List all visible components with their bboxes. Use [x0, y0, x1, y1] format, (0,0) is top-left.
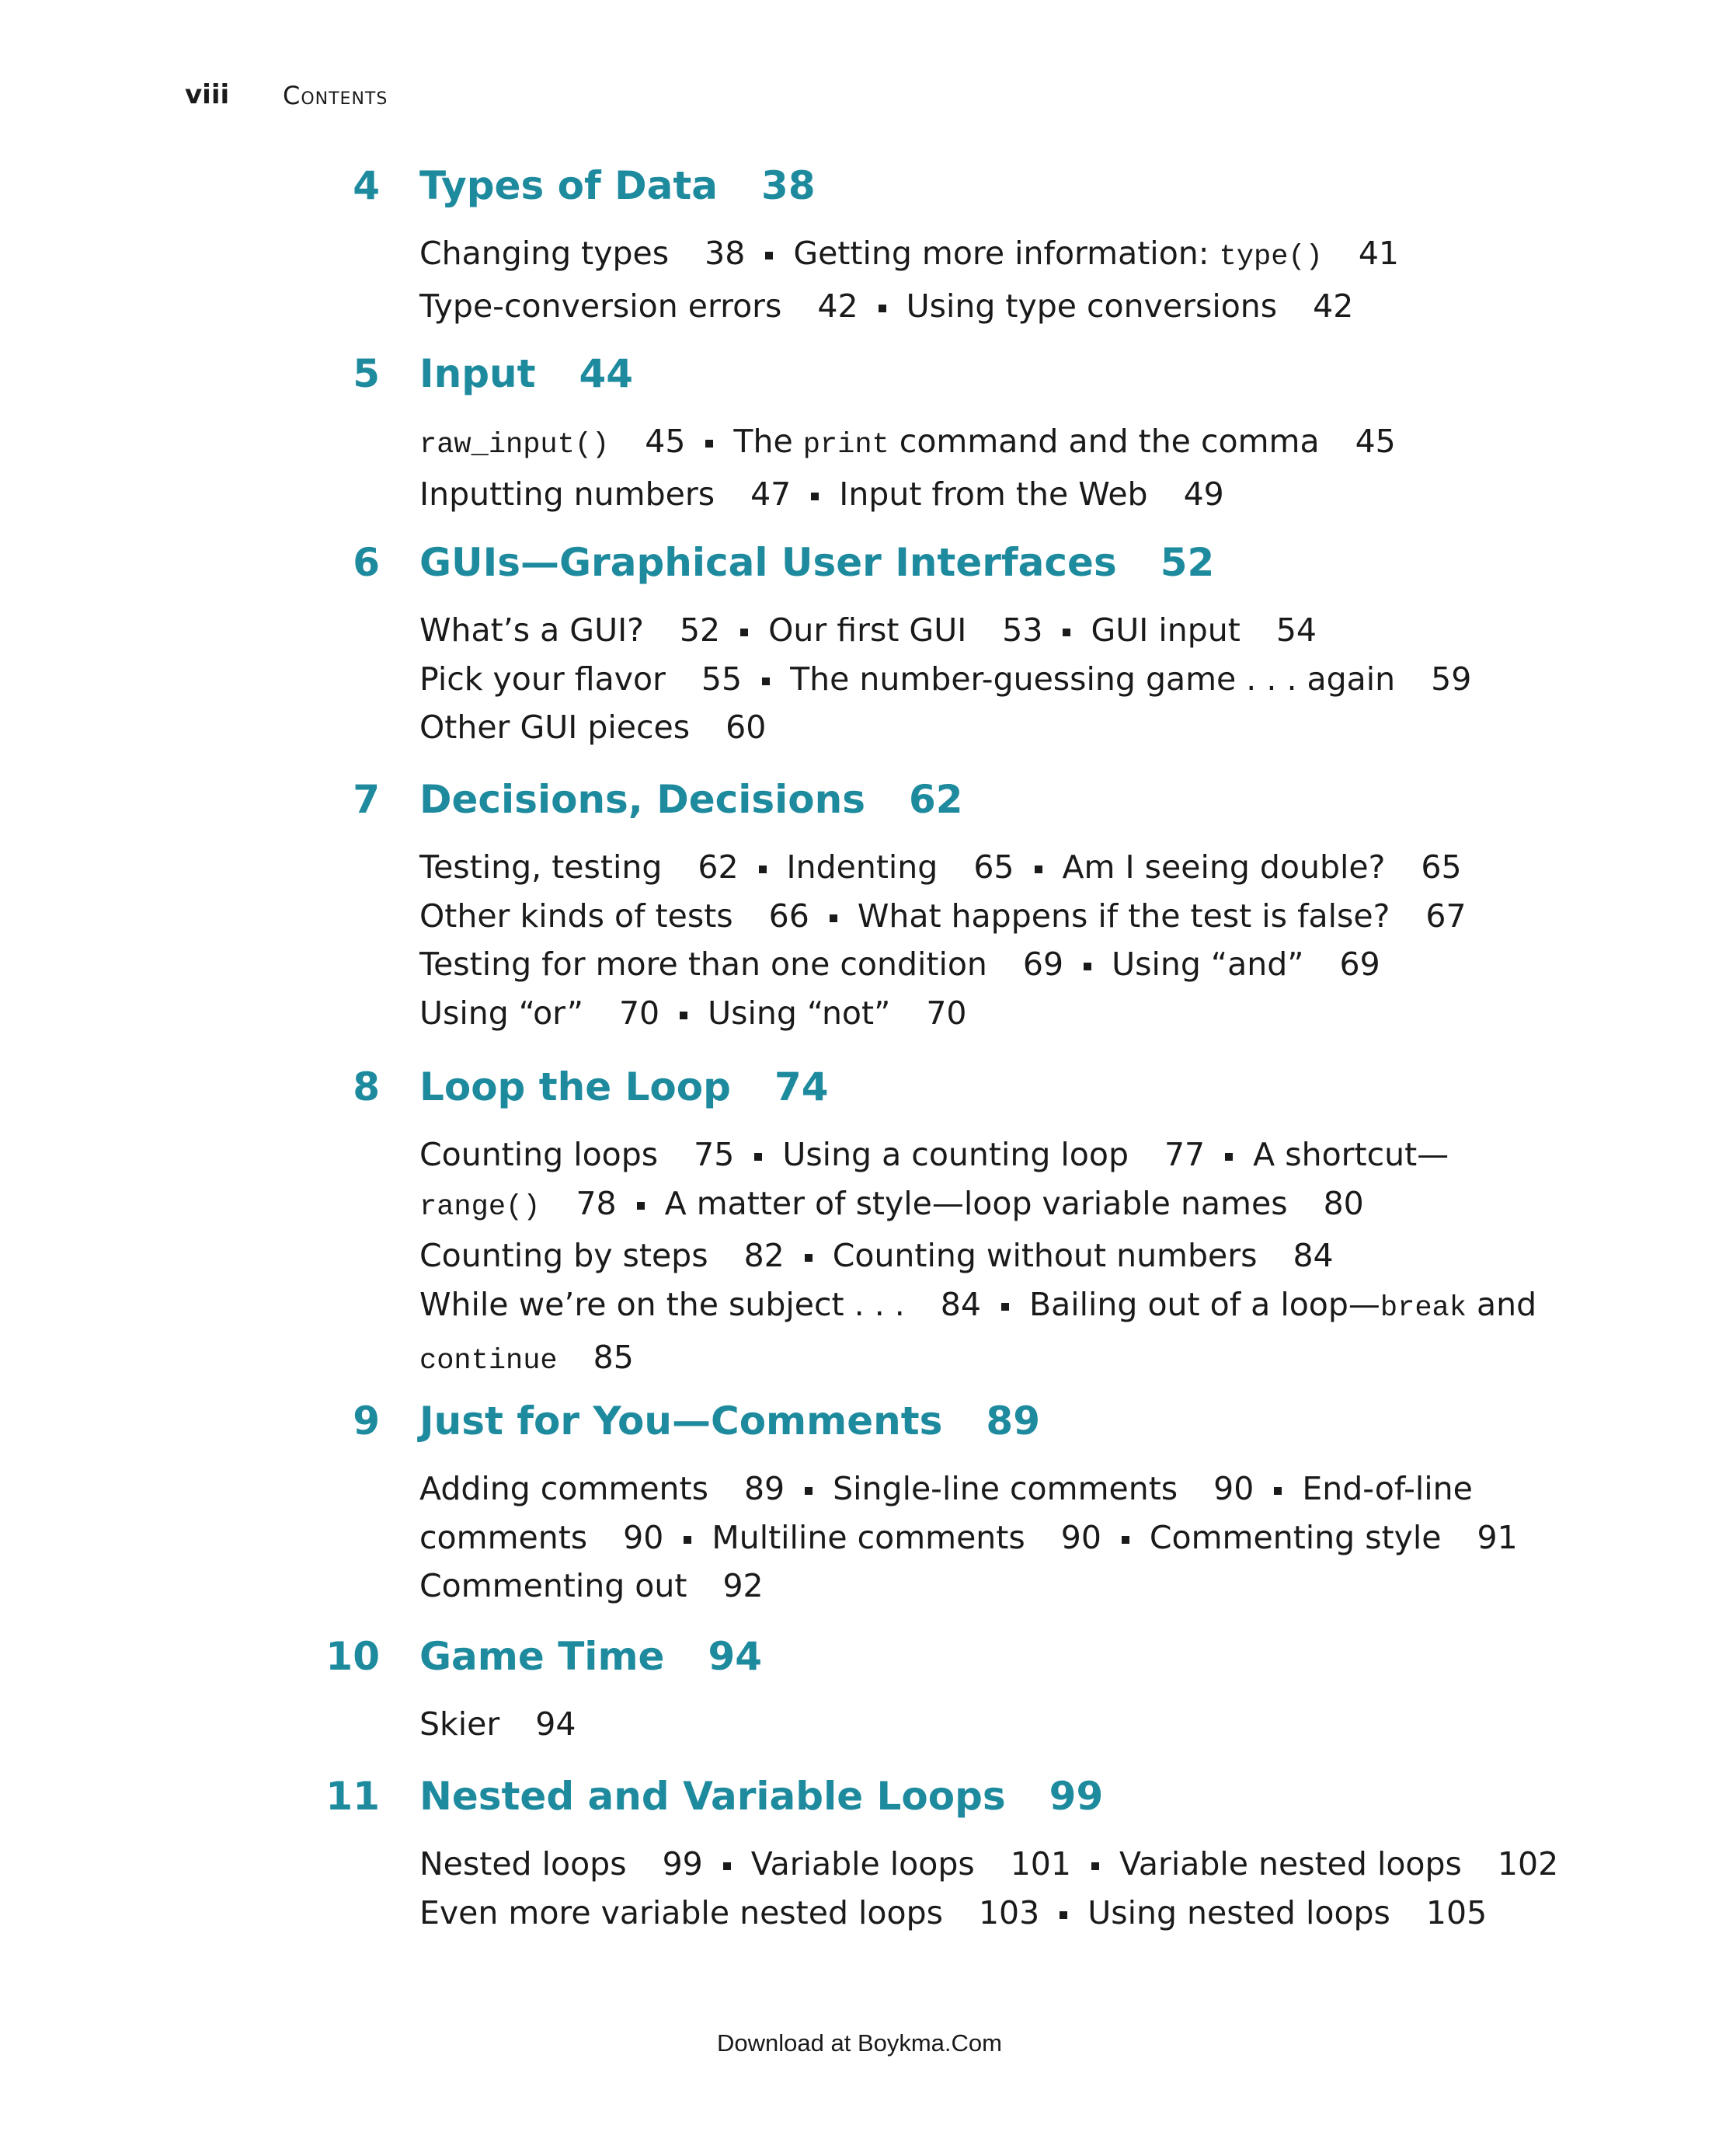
bullet-separator [1274, 1487, 1282, 1495]
section-title: Testing for more than one condition [419, 946, 987, 984]
section-title: The number-guessing game . . . again [790, 660, 1396, 698]
section-line [419, 606, 1471, 655]
bullet-separator [759, 866, 767, 873]
section-line [419, 1333, 1536, 1386]
section-line [419, 703, 1471, 752]
section-title: Commenting out [419, 1567, 687, 1605]
chapter-title-line [419, 1398, 1040, 1444]
section-entry [419, 1567, 764, 1604]
section-line [419, 417, 1396, 470]
section-list [419, 1700, 576, 1749]
chapter-page-number: 38 [761, 163, 816, 208]
section-line [419, 655, 1471, 704]
section-entry [708, 994, 966, 1032]
section-list [419, 1840, 1558, 1937]
chapter-title-line [419, 777, 963, 822]
chapter-entry [0, 1634, 1719, 1743]
bullet-separator [1035, 866, 1042, 873]
section-code: continue [419, 1344, 558, 1378]
section-title: Our first GUI [768, 611, 967, 649]
section-entry [1253, 1136, 1449, 1173]
section-page-number: 42 [1313, 287, 1354, 325]
section-entry [419, 1845, 703, 1883]
section-entry [793, 235, 1399, 272]
section-line [419, 1280, 1536, 1333]
chapter-title: Game Time [419, 1634, 665, 1679]
section-title: Skier [419, 1705, 500, 1743]
section-line [419, 1179, 1536, 1232]
chapter-number: 6 [353, 540, 380, 585]
section-page-number: 90 [1060, 1518, 1101, 1556]
chapter-heading [0, 1634, 1719, 1696]
section-page-number: 99 [662, 1845, 703, 1883]
section-page-number: 38 [705, 235, 746, 272]
section-title: A shortcut— [1253, 1136, 1449, 1173]
section-page-number: 59 [1431, 660, 1472, 698]
section-title: Using type conversions [906, 287, 1278, 325]
bullet-separator [805, 1254, 813, 1262]
section-page-number: 41 [1358, 235, 1400, 272]
section-code: print [802, 429, 889, 462]
chapter-page-number: 74 [774, 1064, 829, 1109]
section-code: range() [419, 1190, 541, 1224]
chapter-title-line [419, 1774, 1103, 1819]
bullet-separator [637, 1202, 645, 1210]
section-code: type() [1219, 241, 1323, 273]
section-title: Single-line comments [833, 1470, 1178, 1507]
chapter-title-line [419, 351, 633, 396]
bullet-separator [1225, 1153, 1233, 1161]
page-number: viii [185, 79, 230, 110]
section-title: Variable loops [750, 1845, 975, 1883]
chapter-entry [0, 163, 1719, 325]
section-page-number: 94 [535, 1705, 576, 1743]
section-title-suffix: and [1466, 1286, 1537, 1324]
section-page-number: 52 [679, 611, 721, 649]
section-list [419, 1130, 1536, 1386]
section-entry [419, 946, 1063, 983]
chapter-heading [0, 1064, 1719, 1127]
section-entry [1091, 611, 1317, 649]
section-list [419, 417, 1396, 518]
bullet-separator [1063, 629, 1070, 636]
section-title: Input from the Web [839, 475, 1148, 513]
chapter-entry [0, 1064, 1719, 1378]
section-page-number: 53 [1002, 611, 1043, 649]
section-title: Variable nested loops [1119, 1845, 1462, 1883]
section-title: Using “not” [708, 994, 891, 1033]
bullet-separator [754, 1153, 762, 1161]
bullet-separator [879, 305, 886, 312]
section-entry [419, 287, 858, 325]
section-line [419, 843, 1467, 892]
section-page-number: 65 [1421, 848, 1462, 886]
chapter-entry [0, 1774, 1719, 1931]
section-entry [1112, 946, 1380, 983]
section-entry [419, 709, 766, 746]
chapter-number: 11 [325, 1774, 380, 1819]
chapter-entry [0, 540, 1719, 747]
section-line [419, 1130, 1536, 1179]
section-entry [419, 897, 809, 935]
bullet-separator [1084, 963, 1091, 970]
section-page-number: 66 [768, 897, 809, 935]
section-title: Indenting [786, 848, 938, 886]
chapter-page-number: 99 [1049, 1774, 1104, 1819]
section-title: Using nested loops [1087, 1893, 1390, 1931]
chapter-title: Types of Data [419, 163, 719, 208]
bullet-separator [805, 1487, 813, 1495]
section-page-number: 45 [645, 423, 686, 460]
section-page-number: 102 [1497, 1845, 1559, 1883]
section-entry [419, 1185, 617, 1222]
section-line [419, 940, 1467, 989]
bullet-separator [1122, 1536, 1129, 1544]
bullet-separator [684, 1536, 691, 1544]
section-page-number: 85 [593, 1338, 634, 1376]
bullet-separator [680, 1012, 687, 1019]
section-page-number: 49 [1183, 475, 1224, 513]
section-line [419, 229, 1399, 282]
section-page-number: 70 [618, 994, 660, 1033]
section-line [419, 1840, 1558, 1889]
chapter-heading [0, 1774, 1719, 1836]
chapter-number: 10 [325, 1634, 380, 1679]
chapter-entry [0, 777, 1719, 1033]
section-title: Type-conversion errors [419, 287, 782, 325]
section-entry [419, 848, 739, 886]
section-entry [419, 660, 742, 698]
section-page-number: 84 [1293, 1237, 1334, 1275]
section-page-number: 42 [817, 287, 858, 325]
section-title: Multiline comments [712, 1518, 1025, 1556]
section-entry [419, 611, 720, 649]
section-entry [419, 1237, 785, 1274]
section-page-number: 77 [1164, 1136, 1206, 1173]
chapter-page-number: 52 [1160, 540, 1215, 585]
section-page-number: 69 [1022, 946, 1064, 984]
section-page-number: 91 [1477, 1518, 1518, 1556]
section-entry [733, 423, 1395, 460]
chapter-title: GUIs—Graphical User Interfaces [419, 540, 1117, 585]
section-page-number: 60 [726, 709, 767, 747]
section-title: Commenting style [1149, 1518, 1442, 1556]
footer-download-note: Download at Boykma.Com [717, 2029, 1002, 2057]
section-page-number: 45 [1355, 423, 1396, 460]
section-page-number: 89 [743, 1470, 785, 1507]
chapter-title-line [419, 1634, 762, 1679]
section-entry [1029, 1286, 1536, 1323]
section-line [419, 282, 1399, 331]
bullet-separator [762, 677, 770, 685]
section-entry [1063, 848, 1462, 886]
section-title: Am I seeing double? [1062, 848, 1386, 886]
bullet-separator [811, 493, 819, 500]
section-page-number: 65 [973, 848, 1014, 886]
chapter-title: Input [419, 351, 536, 396]
section-page-number: 90 [623, 1518, 664, 1556]
section-page-number: 84 [940, 1286, 981, 1324]
section-page-number: 78 [576, 1184, 617, 1222]
section-line [419, 989, 1467, 1038]
chapter-entry [0, 1398, 1719, 1605]
section-title: Even more variable nested loops [419, 1893, 943, 1931]
section-page-number: 92 [722, 1567, 764, 1605]
chapter-number: 9 [353, 1398, 380, 1444]
section-title: The [733, 423, 803, 460]
chapter-heading [0, 540, 1719, 602]
section-code: break [1380, 1292, 1467, 1325]
section-entry [787, 848, 1014, 886]
section-entry [665, 1185, 1364, 1222]
section-entry [419, 1470, 785, 1507]
bullet-separator [723, 1862, 731, 1870]
section-title: Using “or” [419, 994, 583, 1033]
section-entry [419, 1136, 734, 1173]
section-title: Pick your flavor [419, 660, 666, 698]
section-page-number: 70 [926, 994, 967, 1033]
chapter-title-line [419, 163, 816, 208]
section-entry [1119, 1845, 1558, 1883]
section-list [419, 606, 1471, 752]
bullet-separator [830, 914, 837, 922]
section-page-number: 105 [1425, 1893, 1488, 1931]
bullet-separator [1001, 1303, 1009, 1311]
section-page-number: 103 [978, 1893, 1040, 1931]
section-line [419, 1562, 1518, 1611]
section-title: While we’re on the subject . . . [419, 1286, 905, 1324]
chapter-title-line [419, 1064, 829, 1109]
section-entry [419, 235, 745, 272]
section-line [419, 1231, 1536, 1280]
section-line [419, 470, 1396, 519]
chapter-entry [0, 351, 1719, 513]
section-entry [906, 287, 1354, 325]
chapter-page-number: 62 [909, 777, 963, 822]
section-line [419, 1513, 1518, 1562]
section-entry [419, 1705, 576, 1743]
section-entry [768, 611, 1042, 649]
section-entry [419, 1519, 663, 1556]
chapter-number: 7 [353, 777, 380, 822]
section-entry [419, 423, 685, 460]
section-page-number: 54 [1275, 611, 1317, 649]
section-entry [790, 660, 1471, 698]
section-entry [1087, 1894, 1487, 1931]
section-entry [419, 1339, 634, 1376]
section-title: Adding comments [419, 1470, 708, 1507]
bullet-separator [1060, 1911, 1067, 1919]
section-entry [712, 1519, 1101, 1556]
section-line [419, 1889, 1558, 1938]
bullet-separator [740, 629, 748, 636]
section-page-number: 90 [1213, 1470, 1254, 1507]
chapter-heading [0, 777, 1719, 839]
section-entry [839, 475, 1224, 513]
section-title: Counting loops [419, 1136, 659, 1173]
section-list [419, 229, 1399, 330]
section-title: comments [419, 1518, 588, 1556]
chapter-number: 8 [353, 1064, 380, 1109]
section-page-number: 62 [698, 848, 739, 886]
section-entry [782, 1136, 1205, 1173]
section-title: Using “and” [1112, 946, 1304, 984]
chapter-page-number: 94 [708, 1634, 763, 1679]
section-line [419, 1465, 1518, 1513]
section-entry [833, 1470, 1254, 1507]
chapter-number: 4 [353, 163, 380, 208]
chapter-number: 5 [353, 351, 380, 396]
section-title: A matter of style—loop variable names [664, 1184, 1288, 1222]
chapter-title: Nested and Variable Loops [419, 1774, 1006, 1819]
section-page-number: 47 [750, 475, 792, 513]
chapter-heading [0, 163, 1719, 225]
section-entry [858, 897, 1467, 935]
chapter-title: Decisions, Decisions [419, 777, 865, 822]
section-page-number: 82 [743, 1237, 785, 1275]
section-entry [419, 1894, 1039, 1931]
section-title: Inputting numbers [419, 475, 715, 513]
chapter-heading [0, 1398, 1719, 1461]
section-title: Other kinds of tests [419, 897, 733, 935]
section-title: End-of-line [1302, 1470, 1473, 1507]
section-page-number: 69 [1339, 946, 1380, 984]
section-code: raw_input() [419, 429, 610, 462]
section-page-number: 75 [694, 1136, 735, 1173]
section-title: Other GUI pieces [419, 709, 691, 747]
section-title: Counting without numbers [832, 1237, 1258, 1275]
bullet-separator [705, 440, 713, 448]
section-line [419, 1700, 576, 1749]
section-title: Changing types [419, 235, 670, 272]
section-title-suffix: command and the comma [889, 423, 1320, 460]
section-entry [833, 1237, 1334, 1274]
section-title: What’s a GUI? [419, 611, 644, 649]
chapter-title: Just for You—Comments [419, 1398, 943, 1444]
section-title: Testing, testing [419, 848, 663, 886]
section-line [419, 892, 1467, 941]
section-title: Getting more information: [793, 235, 1220, 272]
chapter-page-number: 89 [986, 1398, 1041, 1444]
section-entry [419, 1286, 981, 1323]
section-list [419, 1465, 1518, 1611]
section-page-number: 67 [1425, 897, 1467, 935]
bullet-separator [765, 252, 773, 259]
bullet-separator [1091, 1862, 1099, 1870]
section-entry [419, 994, 659, 1032]
section-page-number: 80 [1323, 1184, 1364, 1222]
section-title: Using a counting loop [782, 1136, 1129, 1173]
section-entry [1302, 1470, 1473, 1507]
section-title: GUI input [1091, 611, 1241, 649]
chapter-page-number: 44 [579, 351, 634, 396]
section-page-number: 101 [1010, 1845, 1071, 1883]
section-title: Bailing out of a loop— [1028, 1286, 1380, 1324]
section-title: Nested loops [419, 1845, 627, 1883]
section-title: What happens if the test is false? [857, 897, 1390, 935]
chapter-title-line [419, 540, 1214, 585]
section-entry [751, 1845, 1071, 1883]
section-page-number: 55 [701, 660, 743, 698]
chapter-title: Loop the Loop [419, 1064, 731, 1109]
section-list [419, 843, 1467, 1038]
chapter-heading [0, 351, 1719, 413]
running-head-title: Contents [283, 81, 388, 110]
section-entry [1150, 1519, 1518, 1556]
section-title: Counting by steps [419, 1237, 708, 1275]
section-entry [419, 475, 791, 513]
